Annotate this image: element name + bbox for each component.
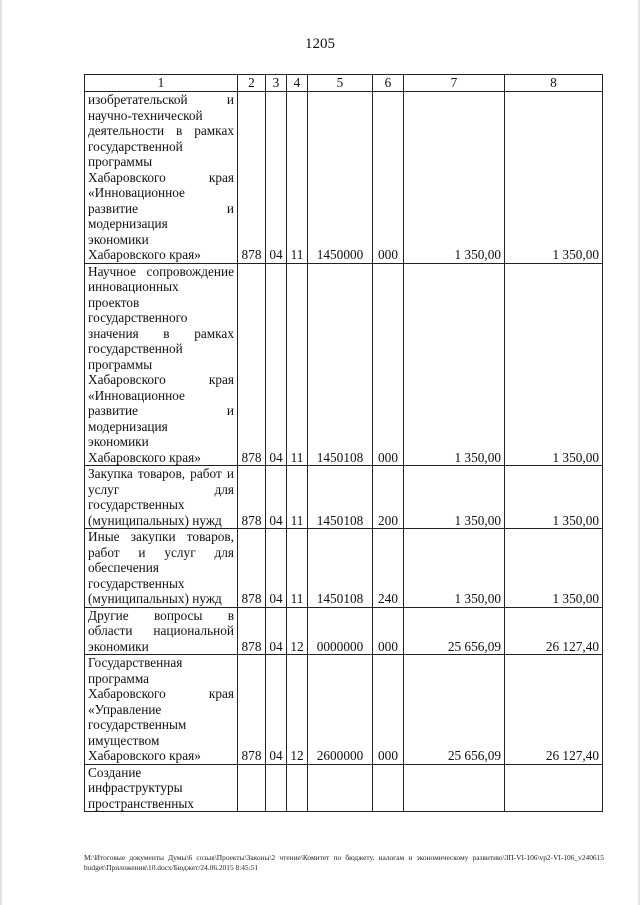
description-line: программы [88, 356, 153, 372]
description-line: Хабаровского края [88, 169, 234, 185]
header-cell-2: 2 [238, 75, 266, 92]
amount-year-1: 1 350,00 [404, 529, 505, 608]
subsection-code: 11 [287, 466, 308, 529]
description-line: имуществом [88, 732, 160, 748]
description-line: обеспечения [88, 560, 159, 575]
amount-year-2: 26 127,40 [505, 655, 603, 765]
scan-edge-left [0, 0, 3, 905]
description-line: государственного [88, 310, 188, 325]
row-description [85, 655, 238, 765]
target-article-code: 0000000 [308, 607, 373, 655]
target-article-code: 1450000 [308, 92, 373, 264]
expense-type-code: 000 [373, 263, 404, 466]
subsection-code: 11 [287, 263, 308, 466]
expense-type-code: 000 [373, 92, 404, 264]
ministry-code: 878 [238, 263, 266, 466]
header-cell-8: 8 [505, 75, 603, 92]
description-line: государственным [88, 717, 187, 732]
table-row [85, 607, 603, 655]
row-description [85, 466, 238, 529]
section-code [266, 764, 287, 812]
target-article-code: 1450108 [308, 466, 373, 529]
ministry-code: 878 [238, 529, 266, 608]
description-line: государственной [88, 138, 183, 154]
table-body [85, 92, 603, 812]
description-line: проектов [88, 294, 140, 310]
description-line: работ и услуг для [88, 544, 234, 560]
ministry-code: 878 [238, 607, 266, 655]
amount-year-2: 1 350,00 [505, 92, 603, 264]
target-article-code: 1450108 [308, 529, 373, 608]
table-row [85, 263, 603, 466]
table-row [85, 655, 603, 765]
amount-year-1: 25 656,09 [404, 655, 505, 765]
amount-year-2 [505, 764, 603, 812]
row-description [85, 529, 238, 608]
description-line: услуг для [88, 481, 234, 497]
description-line: Другие вопросы в [88, 607, 234, 623]
subsection-code [287, 764, 308, 812]
amount-year-2: 1 350,00 [505, 466, 603, 529]
description-line: развитие и [88, 200, 234, 216]
description-line: экономики [88, 638, 149, 654]
description-line: программа [88, 670, 150, 686]
description-line: значения в рамках [88, 325, 234, 341]
amount-year-1: 1 350,00 [404, 263, 505, 466]
description-line: изобретательской и [88, 92, 234, 107]
header-row [85, 75, 603, 92]
amount-year-1: 25 656,09 [404, 607, 505, 655]
table-row [85, 466, 603, 529]
expense-type-code: 240 [373, 529, 404, 608]
description-line: развитие и [88, 403, 234, 418]
row-description [85, 92, 238, 264]
section-code: 04 [266, 529, 287, 608]
description-line: экономики [88, 434, 149, 449]
amount-year-2: 26 127,40 [505, 607, 603, 655]
description-line: (муниципальных) нужд [88, 512, 222, 528]
row-description [85, 607, 238, 655]
header-cell-7: 7 [404, 75, 505, 92]
description-line: Государственная [88, 655, 183, 670]
table-row [85, 529, 603, 608]
row-description [85, 764, 238, 812]
table-row [85, 764, 603, 812]
section-code: 04 [266, 655, 287, 765]
description-line: «Инновационное [88, 387, 185, 403]
description-line: Хабаровского края [88, 372, 234, 387]
subsection-code: 11 [287, 529, 308, 608]
description-line: Хабаровского края» [88, 449, 201, 465]
amount-year-2: 1 350,00 [505, 263, 603, 466]
description-line: «Инновационное [88, 185, 185, 200]
section-code: 04 [266, 263, 287, 466]
subsection-code: 12 [287, 655, 308, 765]
footer-file-path: M:\Итоговые документы Думы\6 созыв\Проекты\Законы\2 чтение\Комитет по бюджету, налогам и экономическому развитию\ЗП-VI-106\vp2-VI-106_v240615 budget\Приложения\10.docx/Бюджет/24.06.2015 8:45:51 [84, 853, 604, 872]
description-line: Создание [88, 764, 142, 780]
section-code: 04 [266, 466, 287, 529]
description-line: инфраструктуры [88, 780, 183, 795]
description-line: программы [88, 154, 153, 169]
description-line: пространственных [88, 795, 194, 811]
description-line: Хабаровского края» [88, 247, 201, 262]
amount-year-1: 1 350,00 [404, 466, 505, 529]
budget-table [84, 74, 603, 812]
section-code: 04 [266, 607, 287, 655]
description-line: Закупка товаров, работ и [88, 466, 234, 481]
expense-type-code: 000 [373, 655, 404, 765]
description-line: модернизация [88, 216, 168, 231]
header-cell-4: 4 [287, 75, 308, 92]
description-line: деятельности в рамках [88, 123, 234, 138]
target-article-code: 1450108 [308, 263, 373, 466]
description-line: Хабаровского края» [88, 748, 201, 763]
ministry-code: 878 [238, 655, 266, 765]
description-line: экономики [88, 231, 149, 247]
amount-year-1 [404, 764, 505, 812]
description-line: Иные закупки товаров, [88, 529, 234, 544]
description-line: государственной [88, 341, 183, 356]
subsection-code: 11 [287, 92, 308, 264]
target-article-code: 2600000 [308, 655, 373, 765]
section-code: 04 [266, 92, 287, 264]
description-line: государственных [88, 497, 185, 512]
header-cell-1: 1 [85, 75, 238, 92]
description-line: государственных [88, 575, 185, 591]
ministry-code [238, 764, 266, 812]
description-line: Хабаровского края [88, 686, 234, 701]
header-cell-5: 5 [308, 75, 373, 92]
ministry-code: 878 [238, 466, 266, 529]
description-line: «Управление [88, 701, 162, 717]
target-article-code [308, 764, 373, 812]
description-line: модернизация [88, 418, 168, 434]
description-line: (муниципальных) нужд [88, 591, 222, 606]
amount-year-1: 1 350,00 [404, 92, 505, 264]
row-description [85, 263, 238, 466]
description-line: области национальной [88, 623, 234, 638]
expense-type-code: 000 [373, 607, 404, 655]
subsection-code: 12 [287, 607, 308, 655]
description-line: инновационных [88, 279, 179, 294]
header-cell-3: 3 [266, 75, 287, 92]
expense-type-code: 200 [373, 466, 404, 529]
page-number: 1205 [305, 36, 335, 52]
expense-type-code [373, 764, 404, 812]
description-line: Научное сопровождение [88, 263, 234, 279]
description-line: научно-технической [88, 107, 203, 123]
header-cell-6: 6 [373, 75, 404, 92]
table-row [85, 92, 603, 264]
amount-year-2: 1 350,00 [505, 529, 603, 608]
ministry-code: 878 [238, 92, 266, 264]
